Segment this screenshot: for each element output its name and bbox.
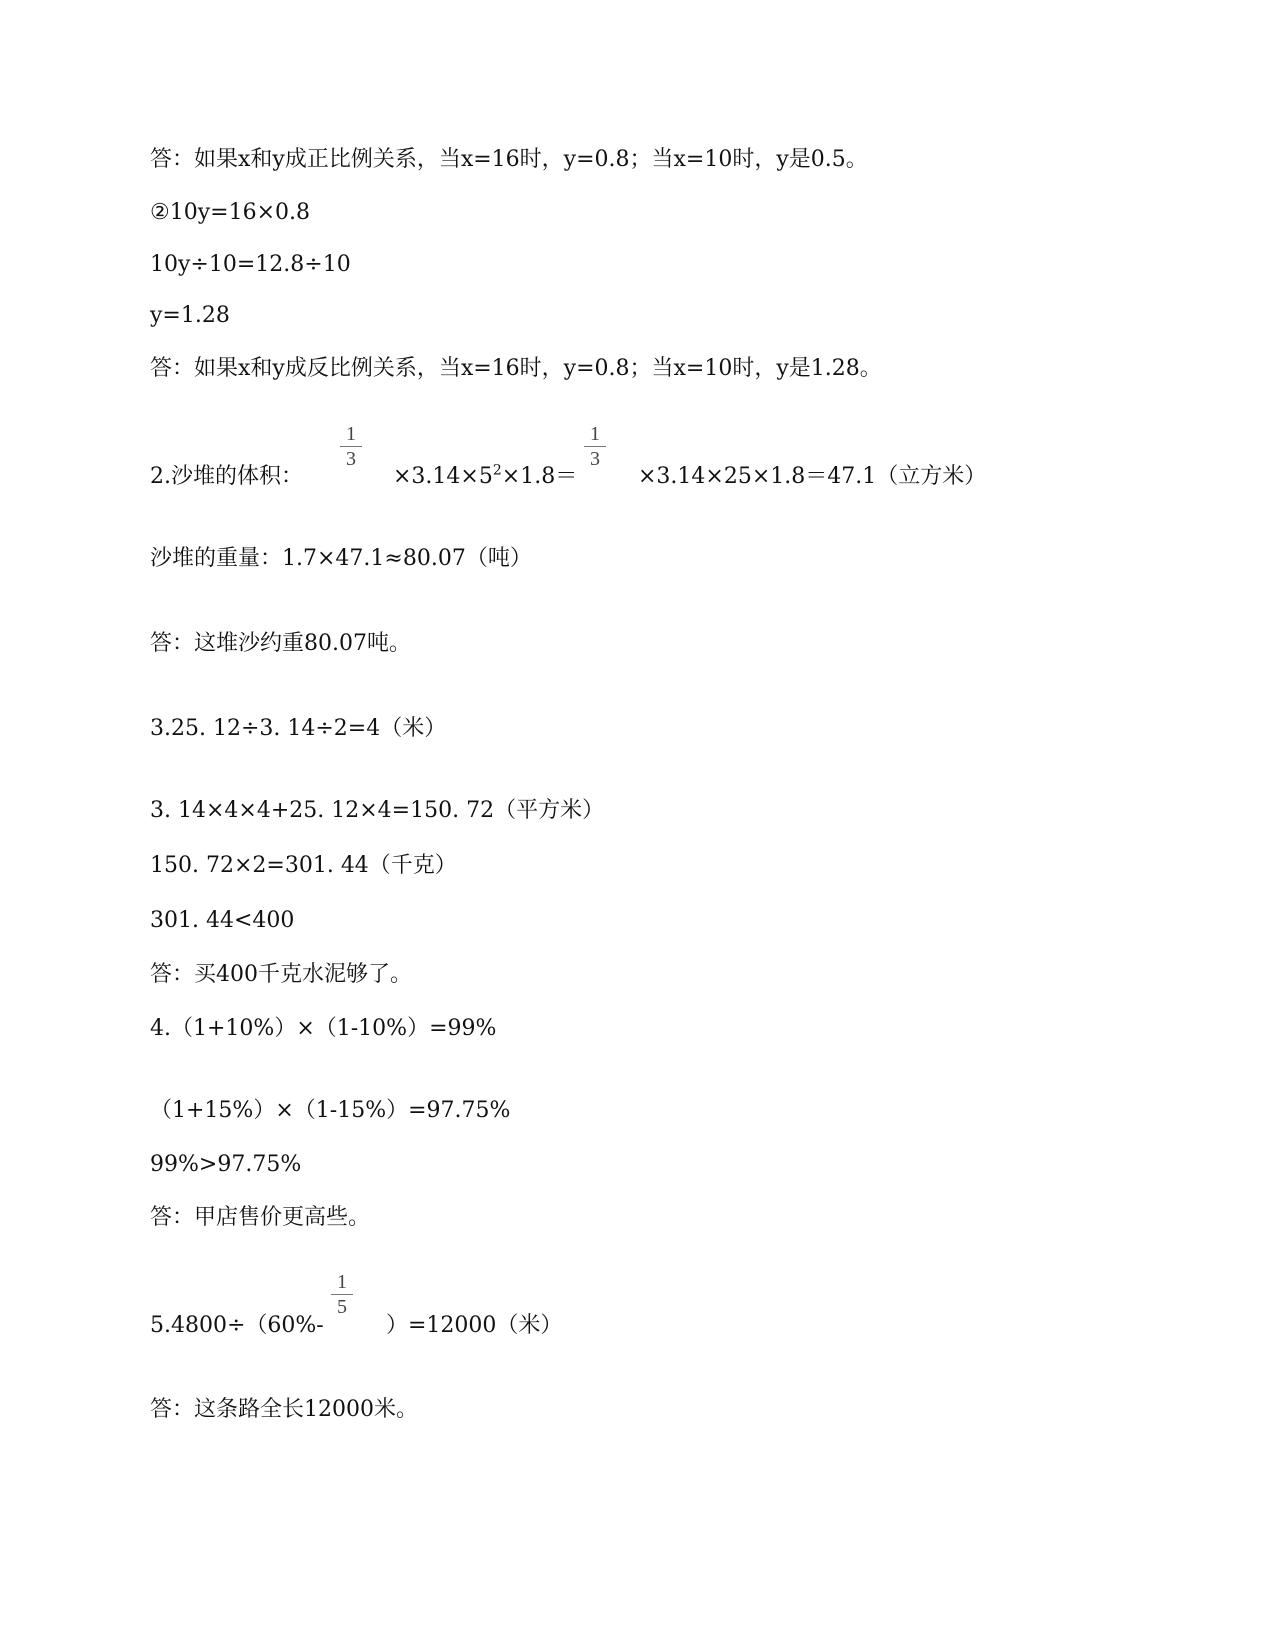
fraction-one-third-b (584, 423, 606, 470)
answer-line-8: 答：这堆沙约重80.07吨。 (150, 631, 411, 656)
answer-line-13: 答：买400千克水泥够了。 (150, 962, 412, 987)
answer-line-19: 答：这条路全长12000米。 (150, 1397, 418, 1422)
equation-line-18-right: ）=12000（米） (386, 1313, 563, 1338)
fraction-one-fifth (331, 1271, 353, 1318)
fraction-denominator: 3 (590, 448, 600, 470)
equation-line-18-left: 5.4800÷（60%- (150, 1313, 324, 1338)
equation-line-3: 10y÷10=12.8÷10 (150, 252, 351, 277)
answer-line-17: 答：甲店售价更高些。 (150, 1205, 371, 1230)
equation-line-10: 3. 14×4×4+25. 12×4=150. 72（平方米） (150, 798, 605, 823)
fraction-denominator: 5 (337, 1296, 347, 1318)
expr-part: ×1.8＝ (501, 464, 578, 489)
fraction-one-third-a (340, 423, 362, 470)
fraction-numerator: 1 (337, 1271, 347, 1293)
equation-line-15: （1+15%）×（1-15%）=97.75% (150, 1098, 511, 1123)
answer-line-5: 答：如果x和y成反比例关系，当x=16时，y=0.8；当x=10时，y是1.28。 (150, 356, 882, 381)
answer-line-1: 答：如果x和y成正比例关系，当x=16时，y=0.8；当x=10时，y是0.5。 (150, 147, 868, 172)
equation-line-4: y=1.28 (150, 303, 230, 328)
equation-line-16: 99%>97.75% (150, 1152, 302, 1177)
equation-line-12: 301. 44<400 (150, 908, 295, 933)
fraction-numerator: 1 (590, 423, 600, 445)
sand-volume-expression-b: ×3.14×25×1.8＝47.1（立方米） (638, 464, 987, 489)
fraction-bar (340, 446, 362, 447)
fraction-bar (331, 1294, 353, 1295)
fraction-denominator: 3 (346, 448, 356, 470)
sand-volume-expression-a (393, 464, 577, 490)
equation-line-14: 4.（1+10%）×（1-10%）=99% (150, 1016, 497, 1041)
exponent: 2 (492, 462, 502, 479)
equation-line-2: ②10y=16×0.8 (150, 200, 310, 225)
sand-weight-line: 沙堆的重量：1.7×47.1≈80.07（吨） (150, 546, 532, 571)
fraction-bar (584, 446, 606, 447)
sand-volume-label: 2.沙堆的体积： (150, 464, 303, 489)
equation-line-11: 150. 72×2=301. 44（千克） (150, 853, 457, 878)
equation-line-9: 3.25. 12÷3. 14÷2=4（米） (150, 716, 447, 741)
fraction-numerator: 1 (346, 423, 356, 445)
expr-part: ×3.14×5 (393, 464, 493, 489)
